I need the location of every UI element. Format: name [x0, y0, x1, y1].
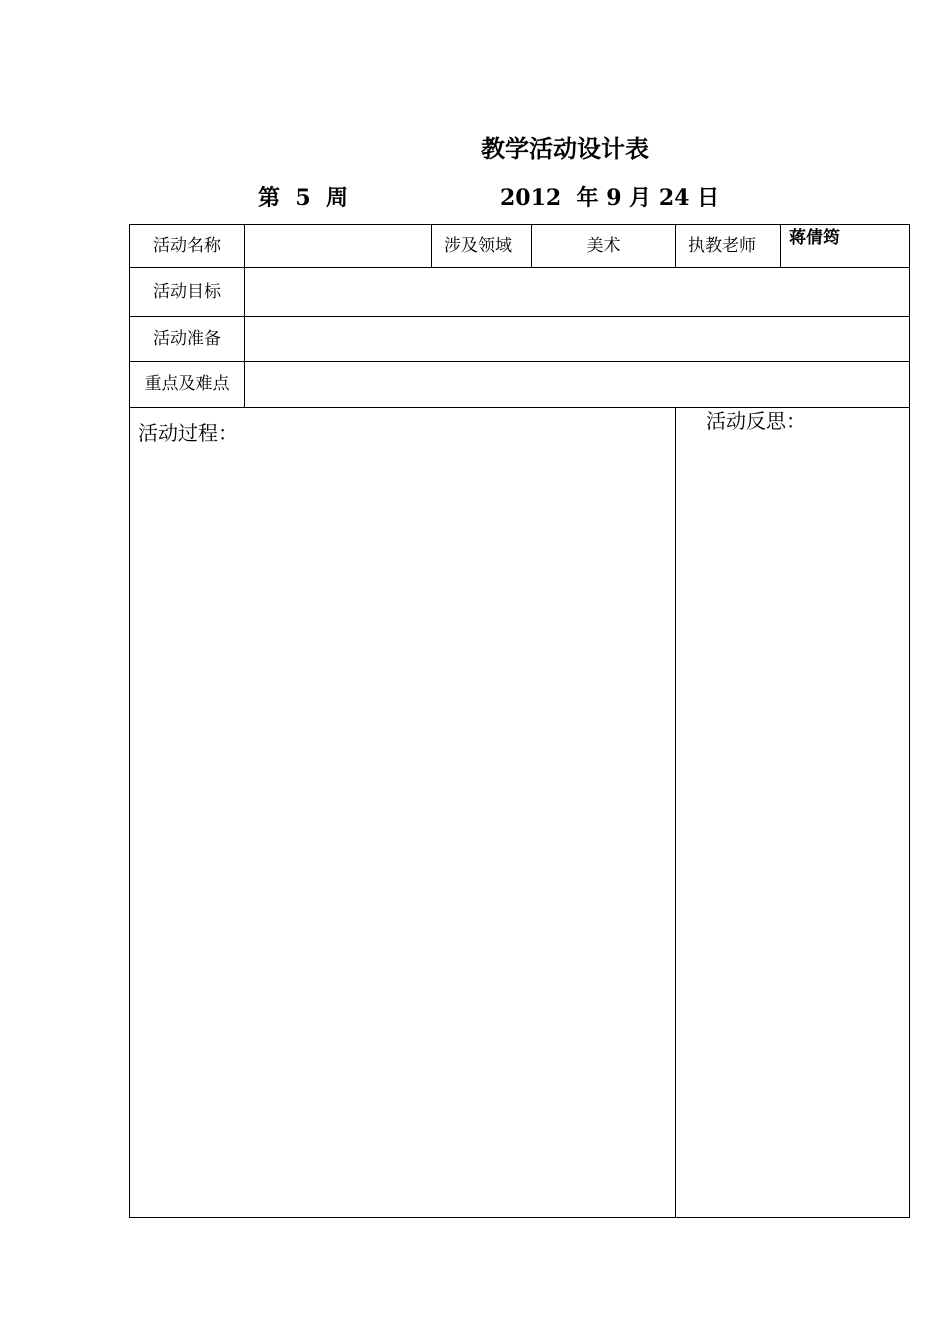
process-label: 活动过程： — [138, 421, 238, 445]
table-column-divider — [780, 224, 781, 267]
table-border-bottom — [129, 1217, 910, 1218]
date: 2012 年 9 月 24 日 — [500, 185, 720, 211]
keypoints-label: 重点及难点 — [144, 374, 230, 394]
domain-value: 美术 — [586, 236, 621, 256]
table-row-divider — [129, 267, 910, 268]
process-reflection-divider — [675, 407, 676, 1218]
week-number: 第 5 周 — [258, 185, 348, 211]
page-title: 教学活动设计表 — [481, 134, 649, 163]
table-label-column-divider — [244, 224, 245, 407]
table-row-divider — [129, 316, 910, 317]
teacher-label: 执教老师 — [688, 236, 756, 256]
table-border-top — [129, 224, 910, 225]
domain-label: 涉及领域 — [444, 236, 512, 256]
table-row-divider — [129, 361, 910, 362]
goal-label: 活动目标 — [153, 282, 221, 302]
teacher-value: 蒋倩筠 — [789, 228, 840, 248]
prep-label: 活动准备 — [153, 329, 221, 349]
table-border-right — [909, 224, 910, 1218]
reflection-label: 活动反思： — [706, 409, 806, 433]
activity-name-label: 活动名称 — [153, 236, 221, 256]
